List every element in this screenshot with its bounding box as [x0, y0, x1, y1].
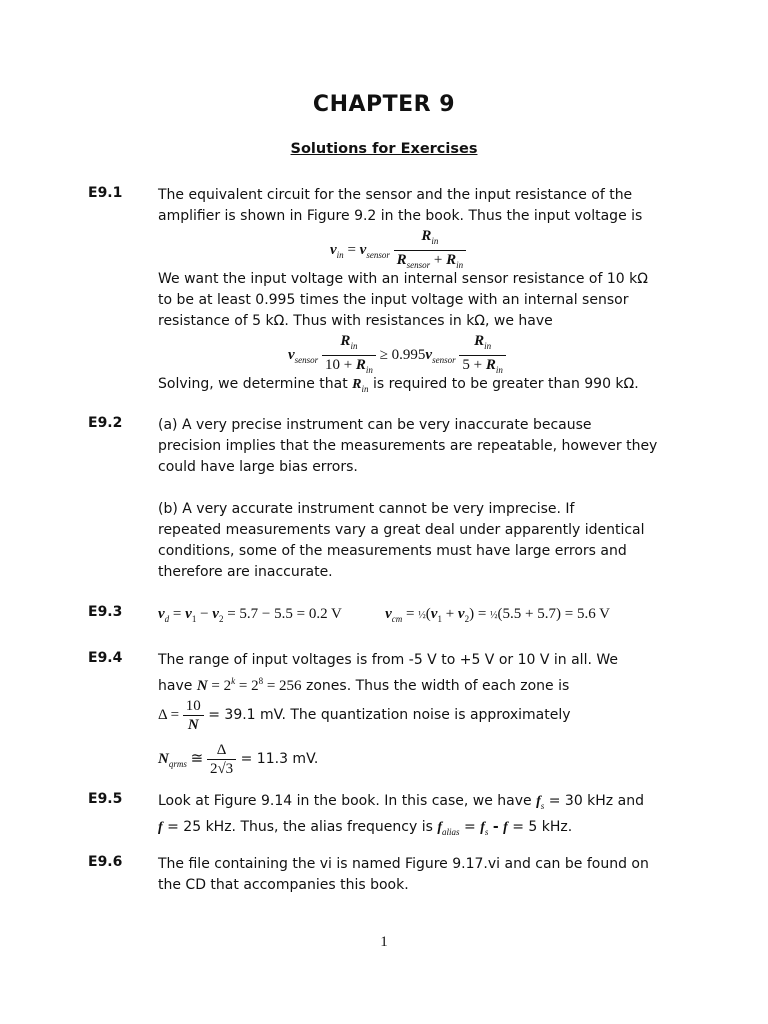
text-line: have $N = 2^k = 2^8 = 256$ zones. Thus the width of each zone is: [158, 676, 570, 694]
text-line: could have large bias errors.: [158, 459, 358, 475]
text-line: therefore are inaccurate.: [158, 564, 333, 580]
text-line: Look at Figure 9.14 in the book. In this case, we have $f_s = 30$ kHz and: [158, 793, 644, 811]
equation-input-voltage: $v_{in} = v_{sensor}$ $\frac{R_{in}}{R_{sensor} + R_{in}}$: [158, 227, 678, 269]
text-line: resistance of 5 kΩ. Thus with resistances in kΩ, we have: [158, 313, 553, 329]
text-line: The equivalent circuit for the sensor and the input resistance of the: [158, 187, 633, 203]
section-subtitle: [0, 141, 768, 157]
exercise-id: E9.4: [88, 650, 123, 666]
exercise-id: E9.2: [88, 415, 123, 431]
exercise-body: [158, 415, 678, 583]
exercise-id: E9.6: [88, 854, 123, 870]
text-line: We want the input voltage with an internal sensor resistance of 10 kΩ: [158, 271, 648, 287]
text-line: Solving, we determine that $R_{in}$ is required to be greater than 990 kΩ.: [158, 376, 639, 394]
text-line: repeated measurements vary a great deal under apparently identical: [158, 522, 645, 538]
text-line: conditions, some of the measurements must have large errors and: [158, 543, 627, 559]
equation-inequality: $v_{sensor}$ $\frac{R_{in}}{10 + R_{in}}$ ≥ $0.995v_{sensor}$ $\frac{R_{in}}{5 + R_{in}}$: [158, 332, 678, 374]
text-line: f = 25 kHz. Thus, the alias frequency is $f_{alias} = f_s - f = 5$ kHz.: [158, 818, 573, 837]
exercise-body: [158, 650, 678, 787]
text-line: (b) A very accurate instrument cannot be very imprecise. If: [158, 501, 575, 517]
exercise-body: [158, 185, 678, 400]
exercise-body: [158, 604, 678, 630]
equation-quantization-noise: $N_{qrms}$ ≅ $\frac{\Delta}{2√3}$ = 11.3 mV.: [158, 742, 319, 777]
exercise-id: E9.1: [88, 185, 123, 201]
page-number: 1: [380, 934, 388, 950]
text-line: the CD that accompanies this book.: [158, 877, 409, 893]
equation-zone-width: Δ = $\frac{10}{N}$ = 39.1 mV. The quantization noise is approximately: [158, 698, 571, 733]
subtitle-text: Solutions for Exercises: [290, 141, 478, 157]
equation-voltages: $v_d = v_1 - v_2 = 5.7 - 5.5 = 0.2$ V $v_{cm}$ = $\frac{1}{2}(v_1 + v_2)$ = ½(5.5 + 5.7) = 5.6 V: [158, 606, 611, 624]
exercise-id: E9.3: [88, 604, 123, 620]
exercise-body: [158, 791, 678, 843]
text-line: The file containing the vi is named Figure 9.17.vi and can be found on: [158, 856, 649, 872]
exercise-id: E9.5: [88, 791, 123, 807]
text-line: to be at least 0.995 times the input voltage with an internal sensor: [158, 292, 629, 308]
chapter-title: CHAPTER 9: [312, 92, 456, 117]
text-line: The range of input voltages is from -5 V to +5 V or 10 V in all. We: [158, 652, 618, 668]
exercise-body: [158, 854, 678, 896]
text-line: amplifier is shown in Figure 9.2 in the book. Thus the input voltage is: [158, 208, 643, 224]
text-line: precision implies that the measurements are repeatable, however they: [158, 438, 658, 454]
text-line: (a) A very precise instrument can be very inaccurate because: [158, 417, 592, 433]
